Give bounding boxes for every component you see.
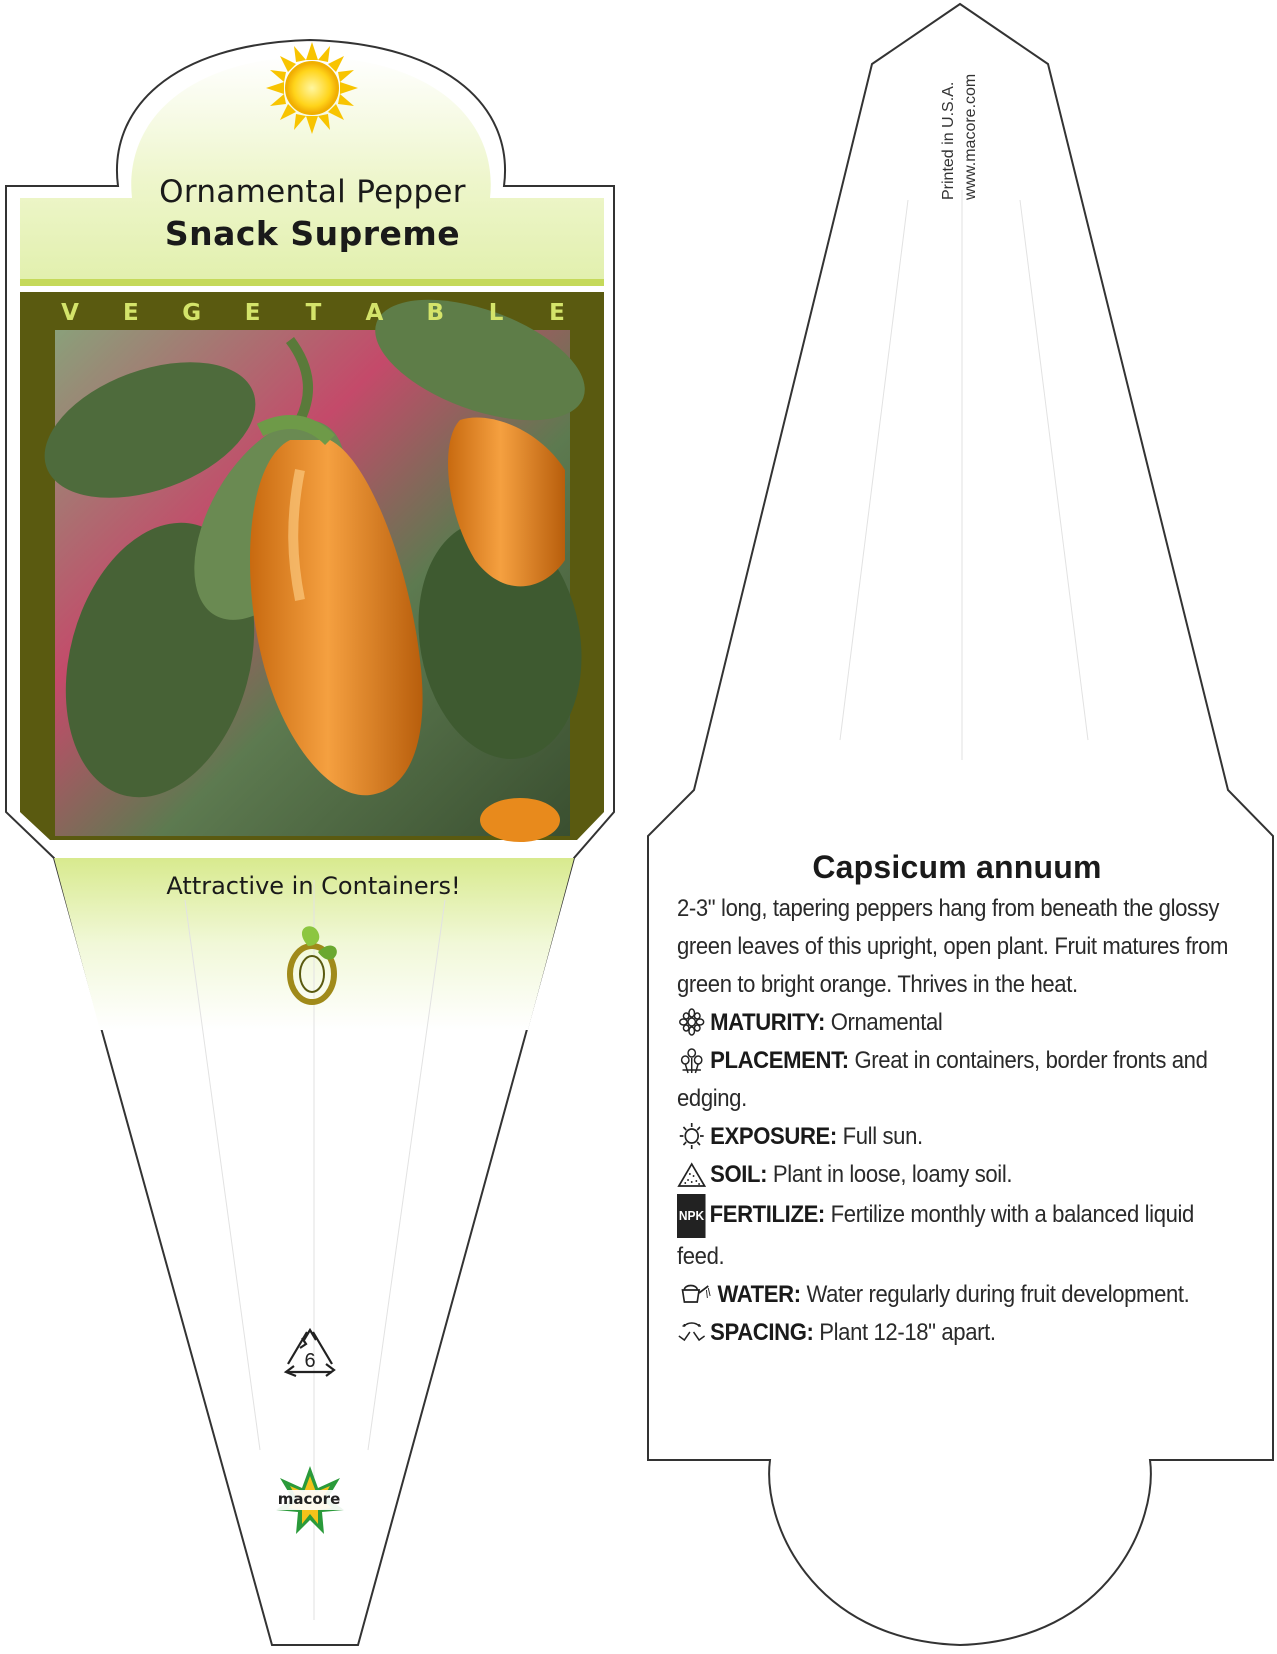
category-letter: G — [182, 300, 202, 326]
care-label: SOIL: — [710, 1161, 768, 1188]
care-label: FERTILIZE: — [709, 1201, 825, 1228]
care-text: Ornamental — [824, 1009, 943, 1036]
care-label: PLACEMENT: — [710, 1047, 849, 1074]
care-maturity — [677, 1004, 1238, 1042]
sun-outline-icon — [677, 1122, 706, 1150]
category-letter: B — [426, 300, 445, 326]
npk-icon: NPK — [677, 1194, 706, 1238]
care-spacing — [677, 1314, 1238, 1352]
spacing-icon — [677, 1318, 706, 1346]
category-letter: V — [61, 300, 79, 326]
care-label: MATURITY: — [710, 1009, 825, 1036]
care-text: Full sun. — [836, 1123, 923, 1150]
category-letter: A — [365, 300, 384, 326]
care-fertilize — [677, 1194, 1238, 1276]
printed-in-label: Printed in U.S.A. — [940, 81, 957, 200]
care-soil — [677, 1156, 1238, 1194]
category-letter: E — [244, 300, 261, 326]
care-text: Fertilize monthly with a balanced liquid feed. — [677, 1201, 1194, 1270]
care-label: EXPOSURE: — [710, 1123, 837, 1150]
flower-icon — [677, 1008, 706, 1036]
care-label: SPACING: — [710, 1319, 814, 1346]
print-info — [940, 73, 980, 360]
variety-name: Snack Supreme — [164, 214, 461, 253]
soil-icon — [677, 1160, 706, 1188]
care-water — [677, 1276, 1238, 1314]
category-letter: T — [305, 300, 322, 326]
watering-can-icon — [677, 1280, 714, 1308]
flower-cluster-icon — [677, 1046, 706, 1074]
care-label: WATER: — [717, 1281, 801, 1308]
common-name: Ornamental Pepper — [159, 174, 466, 210]
botanical-name: Capsicum annuum — [812, 849, 1102, 885]
tagline: Attractive in Containers! — [166, 872, 461, 900]
care-text: Great in containers, border fronts and edging. — [677, 1047, 1208, 1112]
care-info-panel — [677, 848, 1237, 1352]
care-text: Water regularly during fruit development. — [800, 1281, 1190, 1308]
category-letter: E — [123, 300, 139, 326]
care-placement — [677, 1042, 1238, 1118]
website-label: www.macore.com — [962, 73, 979, 200]
brand-logo-text: macore — [277, 1490, 341, 1508]
recycle-number: 6 — [304, 1350, 316, 1372]
category-letter: E — [549, 300, 565, 326]
care-exposure — [677, 1118, 1238, 1156]
category-band — [50, 298, 577, 328]
care-text: Plant 12-18" apart. — [813, 1319, 996, 1346]
category-letter: L — [488, 300, 504, 326]
description: 2-3" long, tapering peppers hang from beneath the glossy green leaves of this upright, open plant. Fruit matures from green to bright orange. Thrives in the heat. — [677, 895, 1229, 998]
care-text: Plant in loose, loamy soil. — [767, 1161, 1013, 1188]
